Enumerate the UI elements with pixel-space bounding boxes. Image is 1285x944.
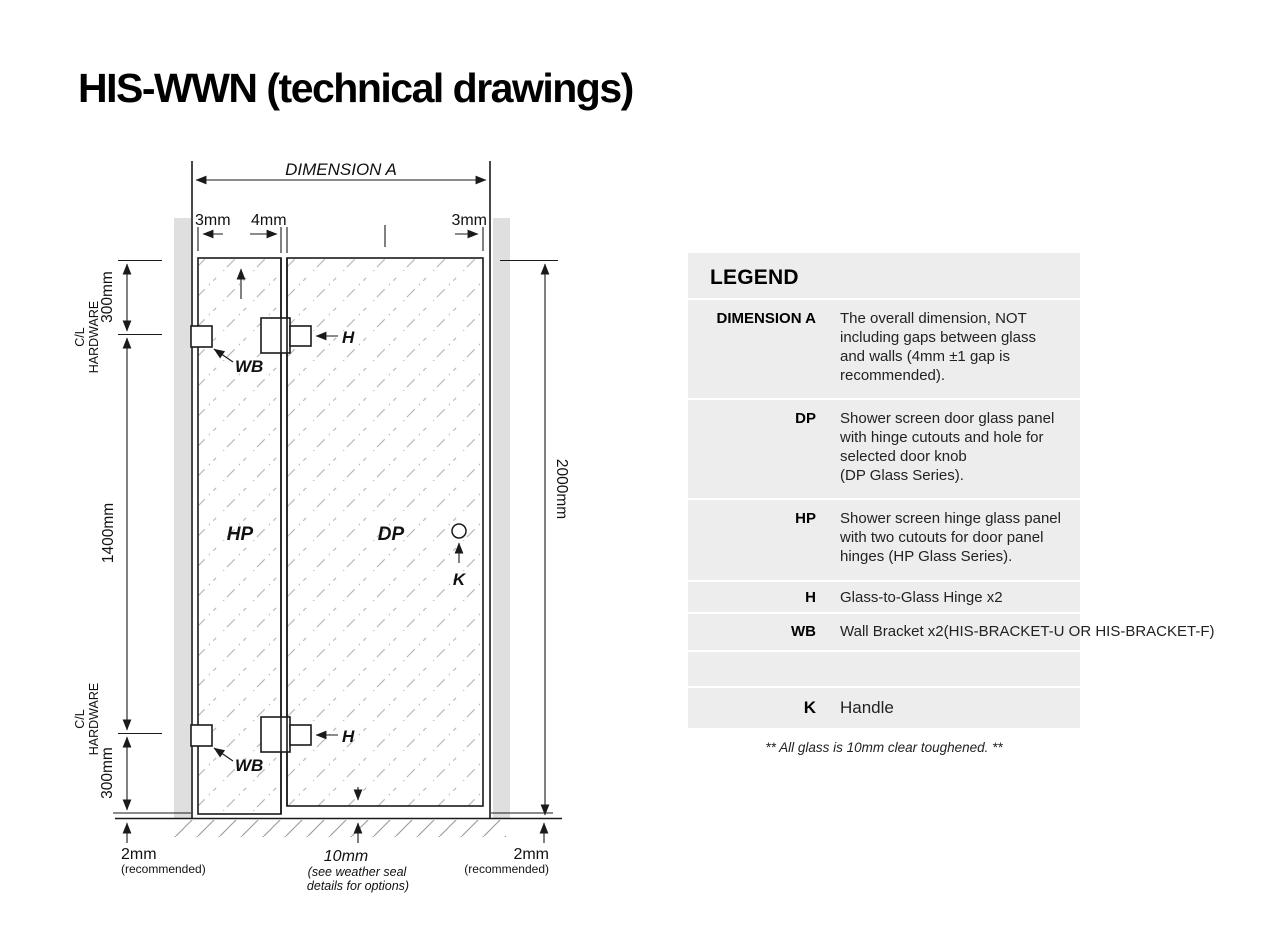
floor-right-note: (recommended) (464, 862, 549, 876)
cl-hardware-bottom-line2: HARDWARE (87, 682, 101, 756)
legend-row-h (688, 580, 1080, 612)
legend-term: DP (795, 410, 816, 427)
legend-term: HP (795, 510, 816, 527)
legend-term: DIMENSION A (716, 310, 816, 327)
gap-left-label: 3mm (195, 212, 231, 229)
dimension-a (196, 160, 486, 180)
wall-bracket-bottom (191, 725, 212, 746)
legend-desc: Wall Bracket x2(HIS-BRACKET-U OR HIS-BRACKET-F) (840, 623, 1215, 640)
legend-row-dimension-a (688, 298, 1080, 398)
legend-desc: Shower screen door glass panel with hinge cutouts and hole for selected door knob (DP Glass Series). (840, 410, 1055, 484)
dim-300-top-label: 300mm (99, 271, 116, 323)
hp-panel-label: HP (226, 524, 254, 545)
wall-bracket-label-top: WB (235, 357, 264, 376)
floor-mid-note-line2: details for options) (306, 879, 410, 893)
wall-bracket-label-bottom: WB (235, 756, 264, 775)
legend-desc: Glass-to-Glass Hinge x2 (840, 589, 1003, 606)
left-dimensions (73, 261, 162, 811)
hinge-label-top: H (342, 328, 355, 347)
legend-row-empty (688, 650, 1080, 686)
cl-hardware-top-line2: HARDWARE (87, 300, 101, 374)
legend-term: H (805, 589, 816, 606)
cl-hardware-bottom-line1: C/L (73, 709, 87, 729)
gap-mid-label: 4mm (251, 212, 287, 229)
legend-heading: LEGEND (710, 266, 799, 289)
legend-term: WB (791, 623, 816, 640)
gap-dimension-right-3mm (451, 212, 487, 251)
gap-right-label: 3mm (451, 212, 487, 229)
right-wall (490, 161, 510, 819)
legend-desc: Handle (840, 698, 894, 717)
door-knob-hole (452, 524, 466, 538)
dp-panel-label: DP (377, 524, 405, 545)
legend-row-hp (688, 498, 1080, 580)
wall-bracket-top (191, 326, 212, 347)
floor-right-gap-label: 2mm (513, 846, 549, 863)
floor-left-note: (recommended) (121, 862, 206, 876)
legend-row-k (688, 686, 1080, 728)
legend-term: K (803, 698, 816, 717)
floor-left-gap-label: 2mm (121, 846, 157, 863)
dim-2000-label: 2000mm (553, 458, 570, 520)
gap-dimension-left-3mm (195, 212, 231, 251)
page-title: HIS-WWN (technical drawings) (78, 65, 633, 111)
floor-mid-note-line1: (see weather seal (307, 865, 407, 879)
floor-mid-gap-label: 10mm (323, 848, 369, 865)
gap-dimension-mid-4mm (250, 212, 287, 253)
dim-300-bottom-label: 300mm (99, 747, 116, 799)
handle-label: K (452, 570, 466, 589)
cl-hardware-top-line1: C/L (73, 327, 87, 347)
dimension-a-label: DIMENSION A (285, 160, 397, 179)
left-wall (174, 161, 192, 819)
glass-footnote: ** All glass is 10mm clear toughened. ** (765, 740, 1003, 755)
hinge-label-bottom: H (342, 727, 355, 746)
legend-desc: Shower screen hinge glass panel with two cutouts for door panel hinges (HP Glass Series). (840, 510, 1061, 565)
legend-row-wb (688, 612, 1215, 650)
height-dimension (500, 261, 570, 816)
legend-desc: The overall dimension, NOT including gaps between glass and walls (4mm ±1 gap is recommended). (840, 310, 1036, 384)
legend-row-dp (688, 398, 1080, 498)
dim-1400-label: 1400mm (100, 502, 117, 564)
legend-panel (688, 253, 1215, 728)
